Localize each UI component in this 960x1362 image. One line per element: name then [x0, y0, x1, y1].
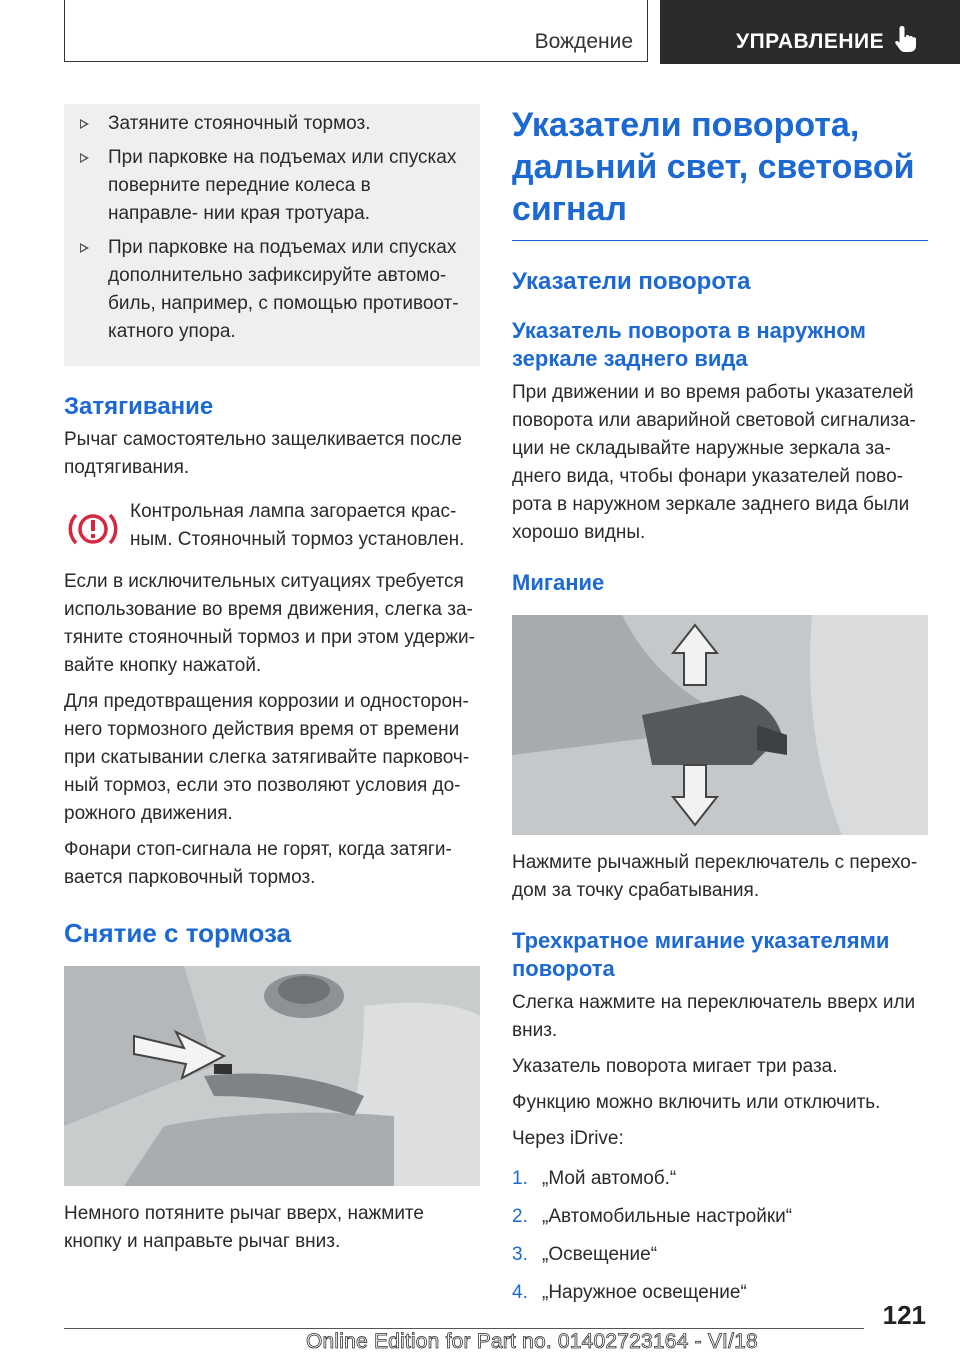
step-label: „Наружное освещение“ — [542, 1282, 747, 1303]
mirror-signal-text: При движении и во время работы указателей поворота или аварийной световой сигнализа‐ ции не складывайте наружные зеркала за‐ днего вида, чтобы фонари указателей пово‐ рота в наружном зеркале заднего вида были хорошо видны. — [512, 382, 916, 543]
brake-lights-text: Фонари стоп-сигнала не горят, когда затяги‐ вается парковочный тормоз. — [64, 839, 452, 888]
step-text: При парковке на подъемах или спусках поверните передние колеса в направле‐ нии края тротуара. — [108, 147, 457, 224]
triple-blink-result: Указатель поворота мигает три раза. — [512, 1056, 838, 1077]
main-heading: Указатели поворота, дальний свет, световой сигнал — [512, 106, 915, 228]
warning-text: Контрольная лампа загорается крас‐ ным. Стояночный тормоз установлен. — [130, 501, 465, 550]
list-item — [512, 1241, 928, 1269]
tightening-text: Рычаг самостоятельно защелкивается после подтягивания. — [64, 429, 462, 478]
idrive-label: Через iDrive: — [512, 1128, 624, 1149]
left-column — [64, 104, 480, 1256]
turn-lever-illustration — [512, 615, 928, 835]
step-label: „Освещение“ — [542, 1244, 658, 1265]
list-item — [512, 1203, 928, 1231]
step-item — [78, 234, 466, 346]
handbrake-photo — [64, 966, 480, 1186]
turn-lever-photo — [512, 615, 928, 835]
brake-warning-icon — [68, 510, 118, 548]
step-text: Затяните стояночный тормоз. — [108, 113, 371, 134]
blink-caption: Нажмите рычажный переключатель с перехо‐ дом за точку срабатывания. — [512, 852, 918, 901]
right-column — [512, 104, 928, 1317]
emergency-use-text: Если в исключительных ситуациях требуется использование во время движения, слегка за‐ тяните стояночный тормоз и при этом удержи‐ вайте кнопку нажатой. — [64, 571, 475, 676]
handbrake-illustration — [64, 966, 480, 1186]
triangle-bullet-icon — [80, 119, 89, 129]
step-label: „Автомобильные настройки“ — [542, 1206, 793, 1227]
list-item — [512, 1279, 928, 1307]
edition-text: Online Edition for Part no. 01402723164 - VI/18 — [306, 1330, 758, 1353]
footer-rule — [64, 1328, 864, 1329]
toggle-info: Функцию можно включить или отключить. — [512, 1092, 881, 1113]
section-tab-label: Вождение — [534, 30, 633, 53]
idrive-steps — [512, 1165, 928, 1307]
heading-rule — [512, 240, 928, 241]
triple-blink-text: Слегка нажмите на переключатель вверх или вниз. — [512, 992, 916, 1041]
step-number: 1. — [512, 1168, 528, 1189]
blinking-heading: Мигание — [512, 570, 605, 595]
triangle-bullet-icon — [80, 153, 89, 163]
section-tab[interactable] — [64, 0, 648, 62]
release-heading: Снятие с тормоза — [64, 918, 292, 948]
step-item — [78, 144, 466, 228]
triangle-bullet-icon — [80, 243, 89, 253]
step-label: „Мой автомоб.“ — [542, 1168, 677, 1189]
step-number: 2. — [512, 1206, 528, 1227]
step-number: 3. — [512, 1244, 528, 1265]
triple-blink-heading: Трехкратное мигание указателями поворота — [512, 928, 890, 981]
step-number: 4. — [512, 1282, 528, 1303]
page-number: 121 — [882, 1300, 926, 1330]
page-header — [0, 0, 960, 64]
chapter-tab-label: УПРАВЛЕНИЕ — [736, 30, 885, 53]
tightening-heading: Затягивание — [64, 393, 214, 420]
warning-note — [64, 498, 480, 554]
mirror-signal-heading: Указатель поворота в наружном зеркале заднего вида — [512, 318, 866, 371]
step-item — [78, 110, 466, 138]
step-text: При парковке на подъемах или спусках дополнительно зафиксируйте автомо‐ биль, например, с помощью противоот‐ катного упора. — [108, 237, 459, 342]
list-item — [512, 1165, 928, 1193]
parking-steps-box — [64, 104, 480, 366]
hand-pointer-icon — [893, 24, 921, 54]
turn-signals-heading: Указатели поворота — [512, 268, 751, 295]
release-caption: Немного потяните рычаг вверх, нажмите кнопку и направьте рычаг вниз. — [64, 1203, 424, 1252]
corrosion-text: Для предотвращения коррозии и односторон‐ него тормозного действия время от времени при скатывании слегка затягивайте парковоч‐ ный тормоз, если это позволяют условия до‐ рожного движения. — [64, 691, 470, 824]
